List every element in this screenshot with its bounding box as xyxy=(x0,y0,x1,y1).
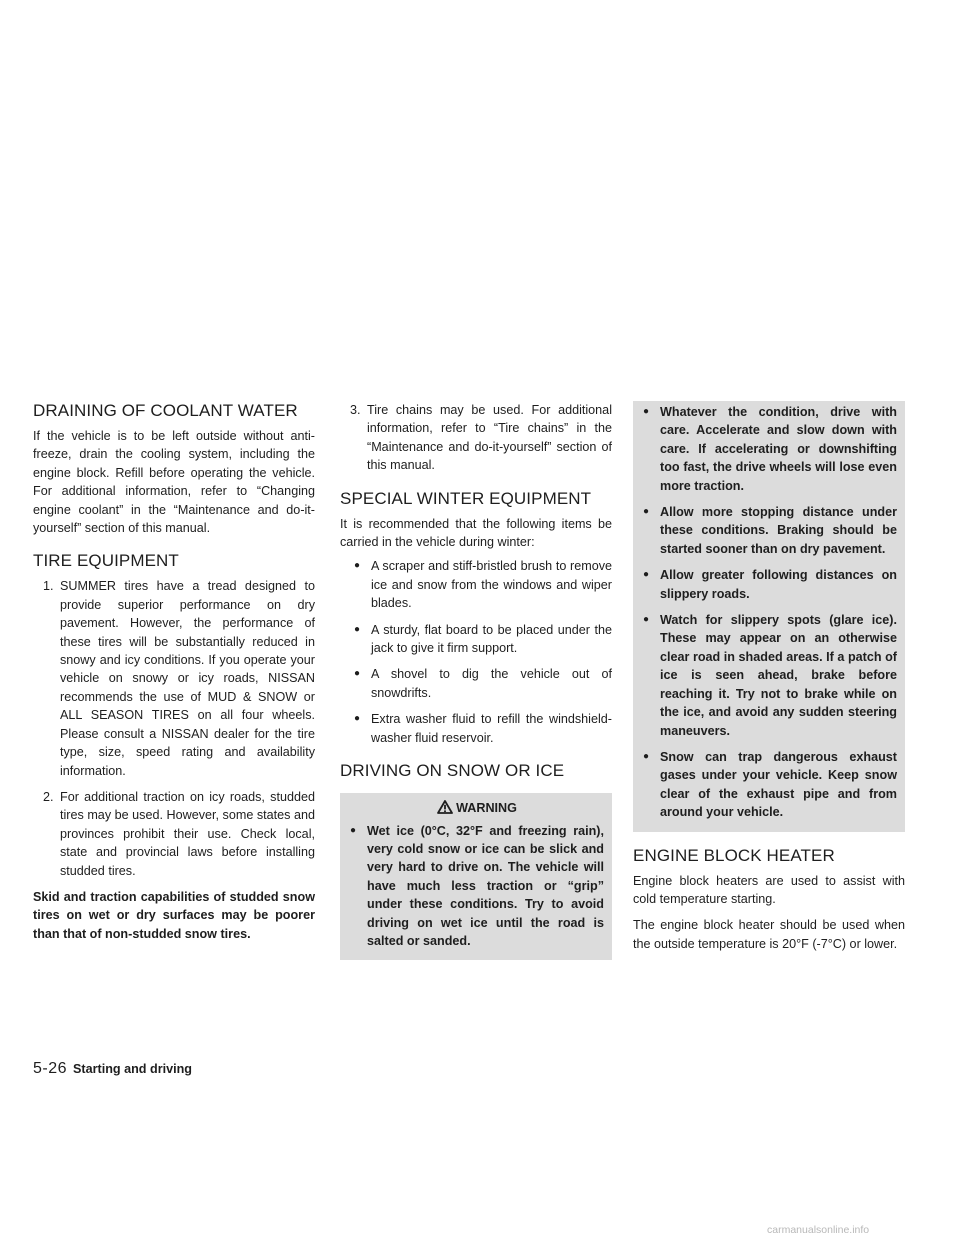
list-item xyxy=(43,788,315,880)
heading-driving-snow-ice: DRIVING ON SNOW OR ICE xyxy=(340,761,565,781)
list-text: Extra washer fluid to refill the windshield-washer fluid reservoir. xyxy=(371,712,612,745)
heading-engine-block-heater: ENGINE BLOCK HEATER xyxy=(633,845,835,865)
list-text: Tire chains may be used. For additional information, refer to “Tire chains” in the “Maintenance and do-it-yourself” section of this manual. xyxy=(367,403,612,473)
list-text: A sturdy, flat board to be placed under the jack to give it firm support. xyxy=(371,622,612,656)
heading-special-winter-equipment: SPECIAL WINTER EQUIPMENT xyxy=(340,488,592,508)
bullet-icon: ● xyxy=(643,506,650,518)
page-footer xyxy=(33,1060,192,1078)
bullet-icon: ● xyxy=(643,406,650,417)
bullet-icon: ● xyxy=(354,713,361,725)
list-text: A shovel to dig the vehicle out of snowdrifts. xyxy=(371,667,612,700)
list-text: A scraper and stiff-bristled brush to remove ice and snow from the windows and wiper blades. xyxy=(371,559,612,611)
bullet-icon: ● xyxy=(354,668,361,680)
list-item xyxy=(354,665,612,702)
column-left xyxy=(33,401,315,943)
list-item xyxy=(354,621,612,658)
heading-tire-equipment: TIRE EQUIPMENT xyxy=(33,551,179,571)
list-item xyxy=(643,403,897,495)
bullet-icon: ● xyxy=(354,560,361,572)
page-number: 5-26 xyxy=(33,1060,68,1077)
column-middle xyxy=(340,401,612,960)
list-text: For additional traction on icy roads, studded tires may be used. However, some states and provinces prohibit their use. Check local, state and provincial laws before installing studded tires. xyxy=(60,789,315,878)
bullet-icon: ● xyxy=(350,824,357,836)
list-item xyxy=(350,822,604,951)
watermark: carmanualsonline.info xyxy=(767,1224,870,1236)
heading-draining-coolant: DRAINING OF COOLANT WATER xyxy=(33,401,298,420)
list-text: Whatever the condition, drive with care. Accelerate and slow down with care. If accelerating or downshifting too fast, the drive wheels will lose even more traction. xyxy=(660,405,897,493)
list-item xyxy=(643,611,897,740)
paragraph-special-winter: It is recommended that the following items be carried in the vehicle during winter: xyxy=(340,516,612,550)
paragraph-draining-coolant: If the vehicle is to be left outside without anti-freeze, drain the cooling system, including the engine block. Refill before operating the vehicle. For additional information, refer to “Changing engine coolant” in the “Maintenance and do-it-yourself” section of this manual. xyxy=(33,429,315,536)
list-number: 3. xyxy=(350,403,361,417)
list-text: Allow more stopping distance under these conditions. Braking should be started sooner than on dry pavement. xyxy=(660,505,897,556)
paragraph-heater-1: Engine block heaters are used to assist with cold temperature starting. xyxy=(633,873,905,906)
list-text: Wet ice (0°C, 32°F and freezing rain), very cold snow or ice can be slick and very hard to drive on. The vehicle will have much less traction or “grip” under these conditions. Try to avoid driving on wet ice until the road is salted or sanded. xyxy=(367,823,604,948)
column-right xyxy=(633,401,905,953)
bullet-icon: ● xyxy=(354,623,361,635)
bullet-list xyxy=(340,557,612,747)
list-item xyxy=(43,577,315,779)
list-text: Watch for slippery spots (glare ice). These may appear on an otherwise clear road in shaded areas. If a patch of ice is seen ahead, brake before reaching it. Try not to brake while on the ice, and avoid any sudden steering maneuvers. xyxy=(660,613,897,738)
bullet-icon: ● xyxy=(643,569,650,581)
warning-header xyxy=(350,799,604,817)
paragraph-skid-traction: Skid and traction capabilities of studded snow tires on wet or dry surfaces may be poorer than that of non-studded snow tires. xyxy=(33,889,315,941)
warning-triangle-icon xyxy=(437,800,453,814)
list-item xyxy=(643,503,897,558)
section-name: Starting and driving xyxy=(73,1062,192,1076)
list-item xyxy=(354,557,612,612)
paragraph-heater-2: The engine block heater should be used when the outside temperature is 20°F (-7°C) or lower. xyxy=(633,918,905,951)
list-number: 1. xyxy=(43,579,54,594)
list-item xyxy=(643,748,897,822)
list-item xyxy=(350,401,612,475)
warning-box xyxy=(340,793,612,960)
bullet-icon: ● xyxy=(643,750,650,762)
list-text: Snow can trap dangerous exhaust gases under your vehicle. Keep snow clear of the exhaust pipe and from around your vehicle. xyxy=(660,749,897,820)
list-item xyxy=(354,710,612,747)
bullet-icon: ● xyxy=(643,614,650,626)
list-text: SUMMER tires have a tread designed to provide superior performance on dry pavement. However, the performance of these tires will be substantially reduced in snowy and icy conditions. If you operate your vehicle on snowy or icy roads, NISSAN recommends the use of MUD & SNOW or ALL SEASON TIRES on all four wheels. Please consult a NISSAN dealer for the tire type, size, speed rating and availability information. xyxy=(60,579,315,778)
list-number: 2. xyxy=(43,789,54,804)
warning-label: WARNING xyxy=(456,801,517,816)
list-item xyxy=(643,566,897,603)
warning-box-continued xyxy=(633,401,905,832)
list-text: Allow greater following distances on slippery roads. xyxy=(660,568,897,601)
